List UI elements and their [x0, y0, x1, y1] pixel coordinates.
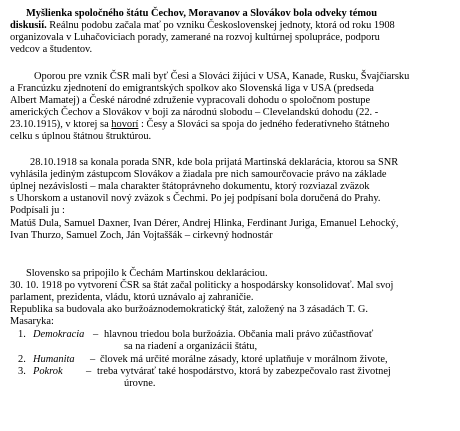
list-item-2-text-1: človek má určité morálne zásady, ktoré uplatňuje v morálnom živote, — [100, 354, 388, 365]
list-item-3-num: 3. — [18, 366, 26, 377]
list-item-1-text-2: sa na riadení a organizácii štátu, — [124, 341, 258, 352]
p2-line-5-underlined: hovorí — [111, 119, 139, 130]
p1-title-a: Myšlienka spoločného štátu Čechov, Moravanov a Slovákov bola odveky témou — [26, 8, 377, 19]
p1-line-4: vedcov a študentov. — [10, 44, 93, 55]
p1-line-2 — [10, 20, 395, 32]
p3-line-5: Podpísali ju : — [10, 205, 65, 216]
p2-line-5a: 23.10.1915), v ktorej sa — [10, 119, 112, 130]
p4-line-4: Republika sa budovala ako buržoáznodemokratický štát, založený na 3 zásadách T. G. — [10, 304, 368, 315]
p1-title-b: diskusií. — [10, 20, 47, 31]
list-item-2-term: Humanita — [33, 354, 75, 365]
list-item-3-text-1: treba vytvárať také hospodárstvo, ktorá by zabezpečovalo rast životnej — [97, 366, 391, 377]
p3-line-3: úplnej nezávislosti – mala charakter štátoprávneho dokumentu, ktorý rozviazal zväzok — [10, 181, 370, 192]
p4-line-2: 30. 10. 1918 po vytvorení ČSR sa štát začal politicky a hospodársky konsolidovať. Mal svoj — [10, 280, 394, 291]
list-item-3-text-2: úrovne. — [124, 378, 156, 389]
p3-line-2: vyhlásila jediným zástupcom Slovákov a žiadala pre nich samourčovacie právo na základe — [10, 169, 387, 180]
p2-line-1: Oporou pre vznik ČSR mali byť Česi a Slováci žijúci v USA, Kanade, Rusku, Švajčiarsku — [34, 71, 410, 82]
p2-line-3: Albert Mamatej) a České národné združenie vypracovali dohodu o spoločnom postupe — [10, 95, 371, 106]
p1-rest-1: Reálnu podobu začala mať po vzniku Československej jednoty, ktorá od roku 1908 — [46, 20, 395, 31]
p3-line-4: s Uhorskom a ustanovil nový zväzok s Čechmi. Po jej podpísaní bola doručená do Prahy. — [10, 193, 381, 204]
list-item-3-dash: – — [86, 366, 92, 377]
list-item-1-dash: – — [93, 329, 99, 340]
p3-line-6: Matúš Dula, Samuel Daxner, Ivan Dérer, Andrej Hlinka, Ferdinant Juriga, Emanuel Lehocký, — [10, 218, 399, 229]
p2-line-4: amerických Čechov a Slovákov v boji za národnú slobodu – Clevelandskú dohodu (22. - — [10, 107, 379, 118]
p4-line-3: parlament, prezidenta, vládu, ktorú uznávalo aj zahraničie. — [10, 292, 254, 303]
list-item-1-term: Demokracia — [33, 329, 85, 340]
p1-line-3: organizovala v Luhačoviciach porady, zamerané na rozvoj kultúrnej spolupráce, podporu — [10, 32, 380, 43]
p1-title-line — [26, 8, 377, 20]
list-item-1-num: 1. — [18, 329, 26, 340]
p4-line-5: Masaryka: — [10, 316, 54, 327]
p3-line-1: 28.10.1918 sa konala porada SNR, kde bola prijatá Martinská deklarácia, ktorou sa SNR — [30, 157, 399, 168]
p2-line-5 — [10, 119, 389, 131]
p3-line-7: Ivan Thurzo, Samuel Zoch, Ján Vojtaššák – cirkevný hodnostár — [10, 230, 273, 241]
p2-line-2: a Francúzku zjednotení do emigrantských spolkov ako Slovenská liga v USA (predseda — [10, 83, 374, 94]
list-item-2-dash: – — [90, 354, 96, 365]
list-item-1-text-1: hlavnou triedou bola buržoázia. Občania mali právo zúčastňovať — [104, 329, 374, 340]
p2-line-6: celku s úplnou štátnou štruktúrou. — [10, 131, 152, 142]
list-item-3-term: Pokrok — [33, 366, 63, 377]
p2-line-5b: : Česy a Slováci sa spoja do jedného federatívneho štátneho — [138, 119, 390, 130]
list-item-2-num: 2. — [18, 354, 26, 365]
p4-line-1: Slovensko sa pripojilo k Čechám Martinskou deklaráciou. — [26, 268, 268, 279]
